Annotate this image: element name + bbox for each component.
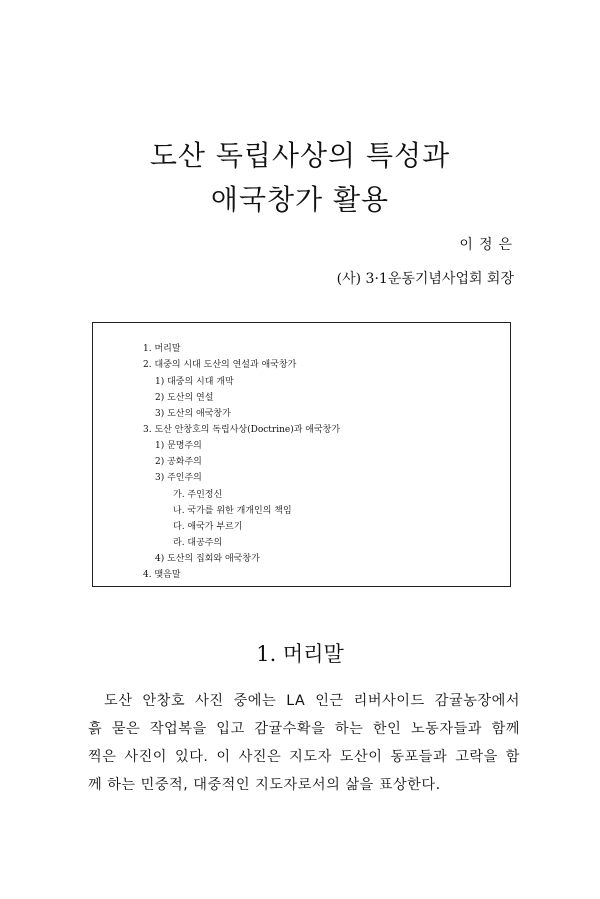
toc-item: 4) 도산의 집회와 애국창가 [155,554,260,564]
toc-item: 다. 애국가 부르기 [173,522,243,532]
body-line: 께 하는 민중적, 대중적인 지도자로서의 삶을 표상한다. [88,777,441,793]
toc-item: 가. 주인정신 [173,490,223,500]
body-line: 찍은 사진이 있다. 이 사진은 지도자 도산이 동포들과 고락을 함 [88,749,520,765]
toc-item: 2) 공화주의 [155,457,202,467]
table-of-contents [92,322,511,587]
toc-item: 4. 맺음말 [143,570,181,580]
section-heading: 1. 머리말 [256,642,344,666]
body-line: 흙 묻은 작업복을 입고 감귤수확을 하는 한인 노동자들과 함께 [88,721,520,737]
paper-title-line-1: 도산 독립사상의 특성과 [149,139,451,172]
toc-item: 3. 도산 안창호의 독립사상(Doctrine)과 애국창가 [143,425,341,435]
author-affiliation: (사) 3·1운동기념사업회 회장 [336,271,514,287]
toc-item: 라. 대공주의 [173,538,223,548]
body-line: 도산 안창호 사진 중에는 LA 인근 리버사이드 감귤농장에서 [104,693,520,709]
paper-title-line-2: 애국창가 활용 [210,183,390,216]
toc-item: 1) 대중의 시대 개막 [155,377,234,387]
author-name: 이정은 [459,237,518,253]
toc-item: 3) 주인주의 [155,473,202,483]
toc-item: 1. 머리말 [143,344,181,354]
toc-item: 나. 국가를 위한 개개인의 책임 [173,506,292,516]
toc-item: 2. 대중의 시대 도산의 연설과 애국창가 [143,360,297,370]
toc-item: 2) 도산의 연설 [155,393,214,403]
toc-item: 1) 문명주의 [155,441,202,451]
toc-item: 3) 도산의 애국창가 [155,409,231,419]
